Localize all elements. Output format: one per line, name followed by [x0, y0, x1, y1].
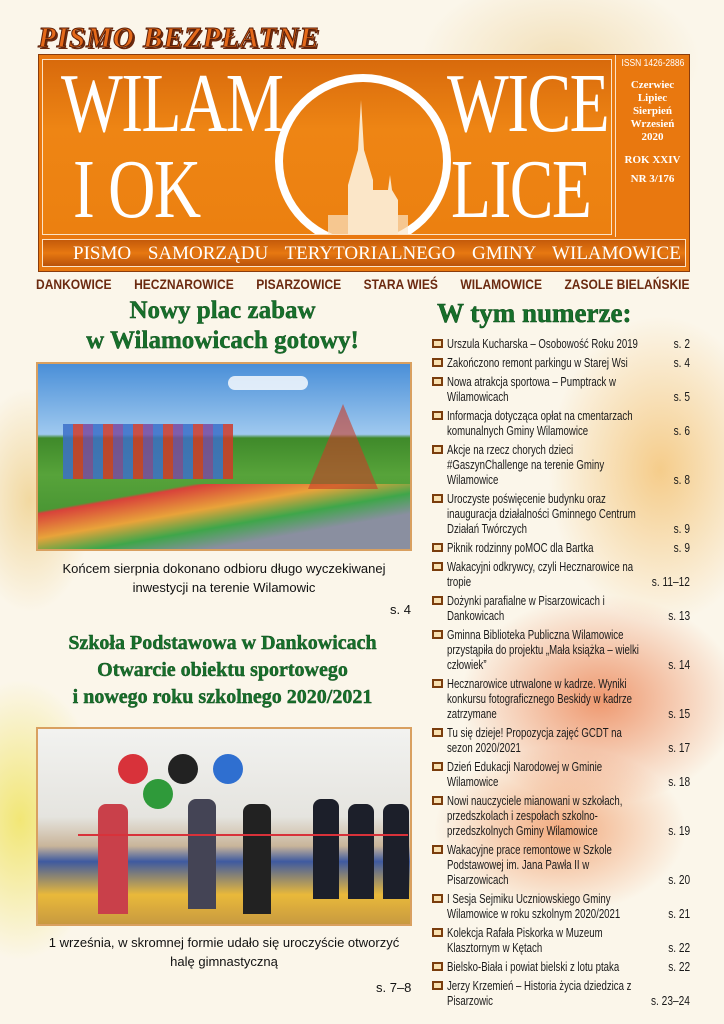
toc-item-page: s. 19: [668, 823, 690, 838]
issue-info: [615, 55, 689, 237]
toc-item-title: Uroczyste poświęcenie budynku oraz inauguracja działalności Gminnego Centrum Działań Twórczych: [447, 491, 636, 536]
checkbox-bullet-icon: [432, 962, 443, 971]
playground-photo: [36, 362, 412, 551]
toc-item[interactable]: [430, 793, 690, 838]
checkbox-bullet-icon: [432, 630, 443, 639]
title-line2-left: I OK: [73, 143, 200, 235]
toc-item-page: s. 9: [673, 521, 690, 536]
masthead: [38, 54, 690, 272]
toc-item[interactable]: [430, 442, 690, 487]
toc-item-title: Nowi nauczyciele mianowani w szkołach, przedszkolach i zespołach szkolno-przedszkolnych Gminy Wilamowice: [447, 793, 623, 838]
toc-item[interactable]: [430, 491, 690, 536]
toc-item-page: s. 6: [673, 423, 690, 438]
toc-item-title: Wakacyjni odkrywcy, czyli Hecznarowice na tropie: [447, 559, 634, 589]
checkbox-bullet-icon: [432, 981, 443, 990]
toc-item[interactable]: [430, 540, 690, 555]
toc-item[interactable]: [430, 408, 690, 438]
article1-headline: [30, 296, 415, 356]
toc-item-title: Zakończono remont parkingu w Starej Wsi: [447, 355, 628, 370]
toc-item-page: s. 11–12: [651, 574, 690, 589]
toc-item[interactable]: [430, 627, 690, 672]
toc-item[interactable]: [430, 842, 690, 887]
article2-caption: 1 września, w skromnej formie udało się uroczyście otworzyć halę gimnastyczną: [48, 935, 400, 969]
checkbox-bullet-icon: [432, 596, 443, 605]
toc-item[interactable]: [430, 959, 690, 974]
toc-item-page: s. 21: [668, 906, 690, 921]
checkbox-bullet-icon: [432, 543, 443, 552]
toc-item-page: s. 14: [668, 657, 690, 672]
checkbox-bullet-icon: [432, 894, 443, 903]
table-of-contents: [430, 336, 690, 1012]
checkbox-bullet-icon: [432, 358, 443, 367]
toc-item-page: s. 22: [668, 940, 690, 955]
checkbox-bullet-icon: [432, 494, 443, 503]
article2-page: s. 7–8: [376, 980, 412, 995]
title-line2-right: LICE: [451, 143, 591, 235]
toc-item-title: Dzień Edukacji Narodowej w Gminie Wilamowice: [447, 759, 603, 789]
subtitle-bar: PISMO SAMORZĄDU TERYTORIALNEGO GMINY WILAMOWICE: [42, 239, 686, 267]
toc-item-page: s. 23–24: [651, 993, 690, 1008]
title-line1-right: WICE: [447, 59, 609, 150]
gym-opening-photo: [36, 727, 412, 926]
toc-item[interactable]: [430, 336, 690, 351]
toc-item-title: Kolekcja Rafała Piskorka w Muzeum Klasztornym w Kętach: [447, 925, 603, 955]
checkbox-bullet-icon: [432, 339, 443, 348]
toc-item-title: Nowa atrakcja sportowa – Pumptrack w Wilamowicach: [447, 374, 616, 404]
toc-item-title: I Sesja Sejmiku Uczniowskiego Gminy Wilamowice w roku szkolnym 2020/2021: [447, 891, 621, 921]
toc-item-page: s. 15: [668, 706, 690, 721]
toc-item-page: s. 17: [668, 740, 690, 755]
toc-item[interactable]: [430, 355, 690, 370]
headline-line: Otwarcie obiektu sportowego: [97, 659, 348, 681]
toc-item-page: s. 8: [673, 472, 690, 487]
toc-item-page: s. 13: [668, 608, 690, 623]
toc-item-page: s. 4: [673, 355, 690, 370]
title-line1-left: WILAM: [61, 59, 283, 150]
headline-line: i nowego roku szkolnego 2020/2021: [72, 686, 373, 708]
toc-item-page: s. 9: [673, 540, 690, 555]
checkbox-bullet-icon: [432, 728, 443, 737]
toc-item-page: s. 5: [673, 389, 690, 404]
issue-number: NR 3/176: [630, 173, 675, 185]
village: ZASOLE BIELAŃSKIE: [564, 276, 690, 292]
issn: ISSN 1426-2886: [621, 58, 685, 69]
checkbox-bullet-icon: [432, 845, 443, 854]
toc-item-title: Wakacyjne prace remontowe w Szkole Podstawowej im. Jana Pawła II w Pisarzowicach: [447, 842, 612, 887]
article1-page: s. 4: [390, 602, 411, 617]
checkbox-bullet-icon: [432, 377, 443, 386]
village: STARA WIEŚ: [363, 276, 438, 292]
toc-item[interactable]: [430, 978, 690, 1008]
toc-item-page: s. 18: [668, 774, 690, 789]
toc-item-page: s. 20: [668, 872, 690, 887]
toc-item-title: Urszula Kucharska – Osobowość Roku 2019: [447, 336, 638, 351]
title-box: [42, 59, 612, 235]
church-icon: [328, 90, 408, 235]
checkbox-bullet-icon: [432, 562, 443, 571]
headline-line: Nowy plac zabaw: [129, 297, 316, 324]
village: PISARZOWICE: [256, 276, 342, 292]
month: Sierpień: [632, 105, 673, 117]
volume: ROK XXIV: [624, 154, 681, 166]
month: Wrzesień: [630, 118, 675, 130]
toc-heading: W tym numerze:: [437, 298, 632, 328]
toc-item[interactable]: [430, 559, 690, 589]
checkbox-bullet-icon: [432, 928, 443, 937]
article1-caption: Końcem sierpnia dokonano odbioru długo wyczekiwanej inwestycji na terenie Wilamowic: [62, 561, 386, 595]
month: Czerwiec: [630, 79, 675, 91]
checkbox-bullet-icon: [432, 762, 443, 771]
toc-item-title: Bielsko-Biała i powiat bielski z lotu ptaka: [447, 959, 620, 974]
article2-headline: [30, 630, 415, 711]
toc-item[interactable]: [430, 725, 690, 755]
toc-item[interactable]: [430, 759, 690, 789]
toc-item-title: Piknik rodzinny poMOC dla Bartka: [447, 540, 594, 555]
toc-item-title: Gminna Biblioteka Publiczna Wilamowice przystąpiła do projektu „Mała książka – wielki człowiek”: [447, 627, 639, 672]
village: WILAMOWICE: [460, 276, 542, 292]
toc-item[interactable]: [430, 891, 690, 921]
toc-item-title: Dożynki parafialne w Pisarzowicach i Dankowicach: [447, 593, 605, 623]
headline-line: w Wilamowicach gotowy!: [86, 327, 359, 354]
toc-item[interactable]: [430, 593, 690, 623]
toc-item-title: Informacja dotycząca opłat na cmentarzach komunalnych Gminy Wilamowice: [447, 408, 633, 438]
toc-item-title: Hecznarowice utrwalone w kadrze. Wyniki konkursu fotograficznego Beskidy w kadrze zatrzymane: [447, 676, 633, 721]
toc-item[interactable]: [430, 925, 690, 955]
checkbox-bullet-icon: [432, 411, 443, 420]
checkbox-bullet-icon: [432, 796, 443, 805]
toc-item[interactable]: [430, 676, 690, 721]
headline-line: Szkoła Podstawowa w Dankowicach: [68, 632, 377, 654]
month: Lipiec: [637, 92, 668, 104]
villages-row: [36, 276, 690, 292]
free-magazine-label: PISMO BEZPŁATNE: [38, 22, 320, 54]
toc-item-page: s. 22: [668, 959, 690, 974]
checkbox-bullet-icon: [432, 445, 443, 454]
year: 2020: [641, 131, 664, 143]
toc-item-title: Tu się dzieje! Propozycja zajęć GCDT na sezon 2020/2021: [447, 725, 622, 755]
village: HECZNAROWICE: [134, 276, 234, 292]
village: DANKOWICE: [36, 276, 112, 292]
toc-item-title: Akcje na rzecz chorych dzieci #GaszynChallenge na terenie Gminy Wilamowice: [447, 442, 605, 487]
toc-item-title: Jerzy Krzemień – Historia życia dziedzica z Pisarzowic: [447, 978, 632, 1008]
checkbox-bullet-icon: [432, 679, 443, 688]
toc-item-page: s. 2: [673, 336, 690, 351]
toc-item[interactable]: [430, 374, 690, 404]
